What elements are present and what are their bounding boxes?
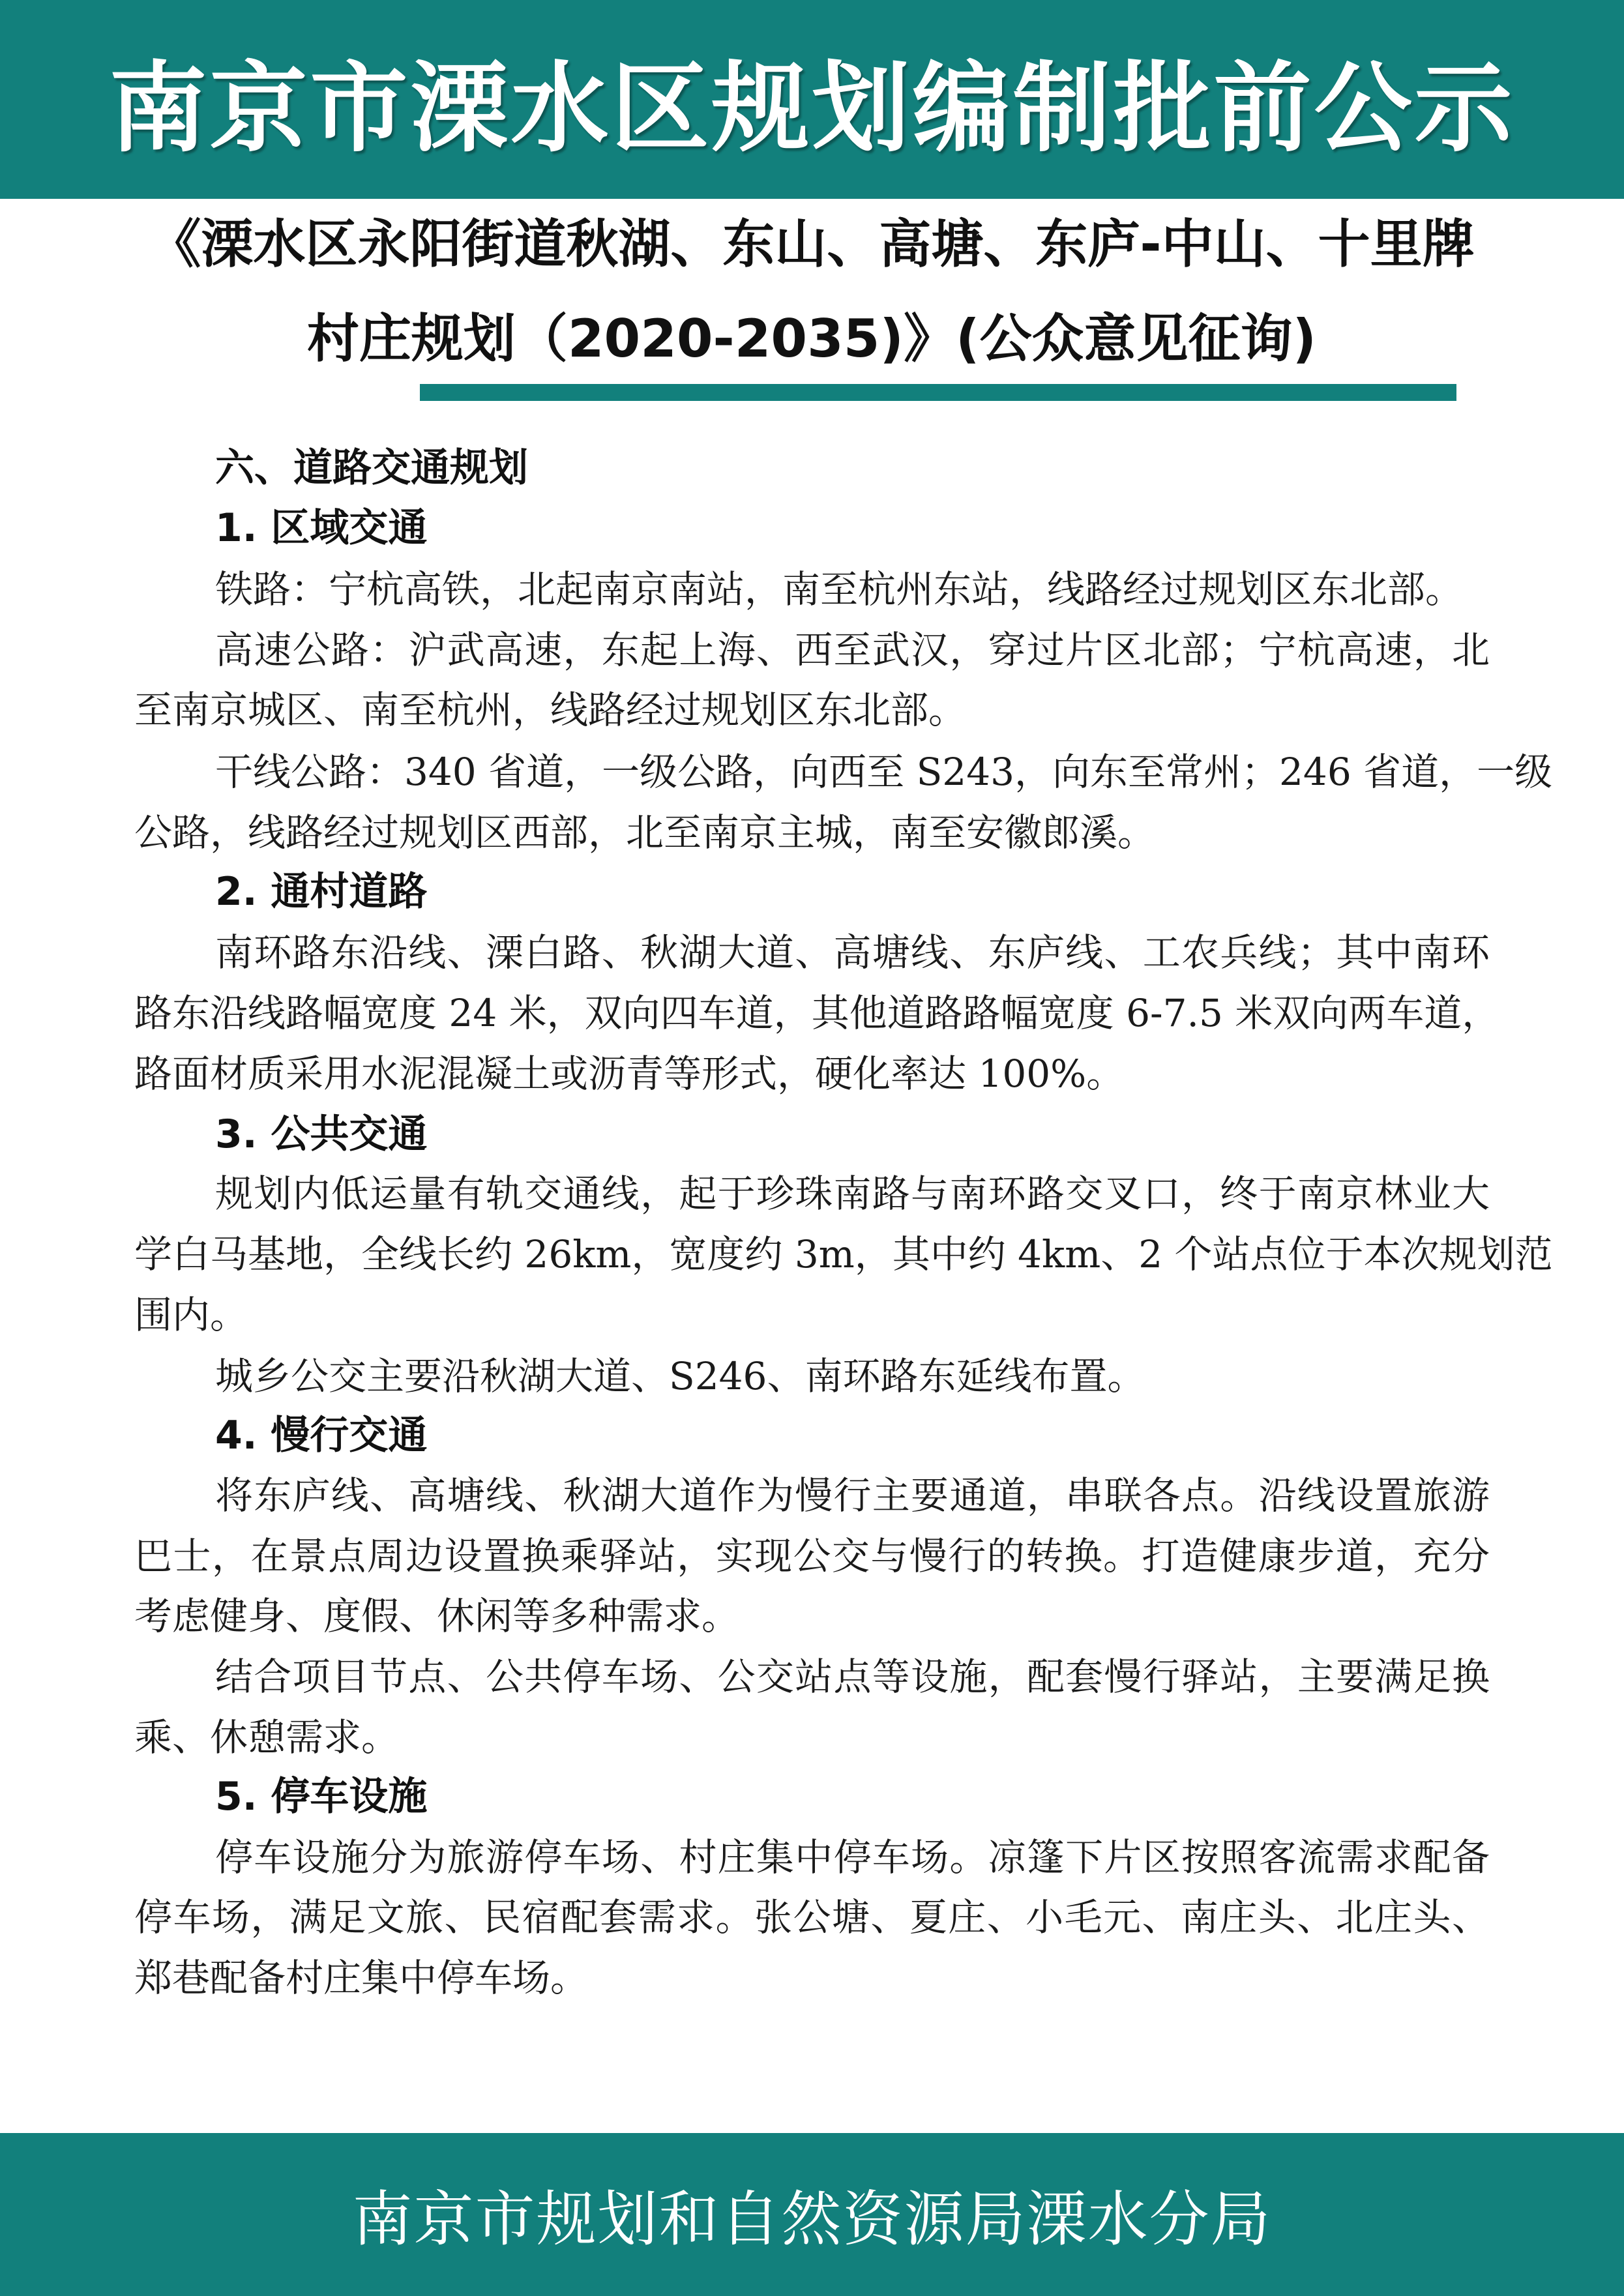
footer-banner: [0, 2133, 1624, 2296]
paragraph-line: 学白马基地，全线长约 26km，宽度约 3m，其中约 4km、2 个站点位于本次规划范: [134, 1232, 1553, 1276]
title-underline: [420, 384, 1456, 401]
paragraph-line: 巴士，在景点周边设置换乘驿站，实现公交与慢行的转换。打造健康步道，充分: [134, 1534, 1490, 1578]
paragraph-line: 围内。: [134, 1293, 248, 1337]
paragraph-line: 南环路东沿线、溧白路、秋湖大道、高塘线、东庐线、工农兵线；其中南环: [215, 930, 1490, 975]
section-heading: 六、道路交通规划: [215, 445, 528, 491]
paragraph-line: 至南京城区、南至杭州，线路经过规划区东北部。: [134, 688, 967, 732]
subsection-heading: 3. 公共交通: [215, 1111, 428, 1157]
paragraph-line: 规划内低运量有轨交通线，起于珍珠南路与南环路交叉口，终于南京林业大: [215, 1171, 1490, 1216]
paragraph-line: 郑巷配备村庄集中停车场。: [134, 1956, 589, 2000]
paragraph-line: 停车场，满足文旅、民宿配套需求。张公塘、夏庄、小毛元、南庄头、北庄头、: [134, 1895, 1490, 1939]
paragraph-line: 停车设施分为旅游停车场、村庄集中停车场。凉篷下片区按照客流需求配备: [215, 1835, 1490, 1879]
subsection-heading: 4. 慢行交通: [215, 1413, 428, 1458]
document-title-line-2: 村庄规划（2020-2035)》(公众意见征询): [306, 308, 1317, 369]
paragraph-line: 公路，线路经过规划区西部，北至南京主城，南至安徽郎溪。: [134, 810, 1156, 855]
paragraph-line: 考虑健身、度假、休闲等多种需求。: [134, 1594, 740, 1638]
paragraph-line: 干线公路：340 省道，一级公路，向西至 S243，向东至常州；246 省道，一级: [215, 750, 1553, 794]
paragraph-line: 高速公路：沪武高速，东起上海、西至武汉，穿过片区北部；宁杭高速，北: [215, 628, 1490, 672]
subsection-heading: 5. 停车设施: [215, 1774, 428, 1819]
paragraph-line: 铁路：宁杭高铁，北起南京南站，南至杭州东站，线路经过规划区东北部。: [215, 567, 1464, 611]
header-banner: [0, 0, 1624, 199]
paragraph-line: 路东沿线路幅宽度 24 米，双向四车道，其他道路路幅宽度 6-7.5 米双向两车道，: [134, 991, 1500, 1035]
page-title: 南京市溧水区规划编制批前公示: [109, 52, 1515, 166]
paragraph-line: 城乡公交主要沿秋湖大道、S246、南环路东延线布置。: [215, 1354, 1145, 1398]
paragraph-line: 乘、休憩需求。: [134, 1715, 400, 1759]
paragraph-line: 路面材质采用水泥混凝土或沥青等形式，硬化率达 100%。: [134, 1052, 1125, 1096]
paragraph-line: 结合项目节点、公共停车场、公交站点等设施，配套慢行驿站，主要满足换: [215, 1655, 1490, 1699]
subsection-heading: 2. 通村道路: [215, 869, 428, 915]
issuing-organization: 南京市规划和自然资源局溧水分局: [352, 2185, 1272, 2254]
subsection-heading: 1. 区域交通: [215, 505, 428, 551]
paragraph-line: 将东庐线、高塘线、秋湖大道作为慢行主要通道，串联各点。沿线设置旅游: [215, 1473, 1490, 1518]
document-title-line-1: 《溧水区永阳街道秋湖、东山、高塘、东庐-中山、十里牌: [149, 214, 1475, 274]
